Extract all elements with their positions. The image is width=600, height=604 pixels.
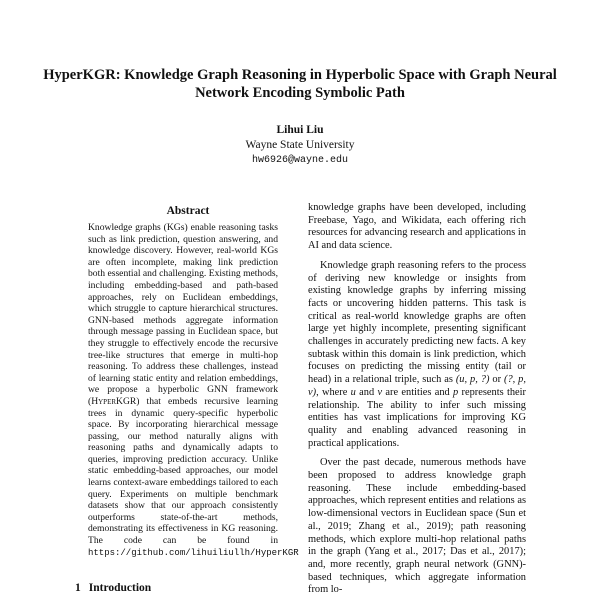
variable-u: u [350, 386, 356, 398]
paragraph-2 [308, 260, 526, 451]
paragraph-2-text-b: represents their relationship. The ability to infer such missing entities has vast implications for improving KG quality and enabling advanced reasoning in practical applications. [308, 386, 526, 449]
abstract-heading: Abstract [166, 205, 210, 217]
paragraph-1: knowledge graphs have been developed, including Freebase, Yago, and Wikidata, each offering rich resources for advancing research and applications in AI and data science. [308, 202, 526, 252]
paragraph-2-and: and [355, 386, 378, 398]
paragraph-2-entities: are entities and [382, 386, 454, 398]
paragraph-3: Over the past decade, numerous methods have been proposed to address knowledge graph reasoning. These include embedding-based approaches, which represent entities and relations as low-dimensional vectors in Euclidean space (Sun et al., 2019; Zhang et al., 2019); path reasoning methods, which explore multi-hop relational paths in the graph (Yang et al., 2017; Das et al., 2017); and, more recently, graph neural network (GNN)-based techniques, which aggregate information from lo- [308, 457, 526, 596]
paragraph-2-where: , where [316, 386, 351, 398]
triple-tail-query: (u, p, ?) [455, 374, 490, 386]
abstract-text-2: ) that embeds recursive learning trees in dynamic query-specific hyperbolic space. By incorporating hierarchical message passing, our method naturally aligns with reasoning paths and dynamically adapts to queries, improving prediction accuracy. Unlike static embedding-based approaches, our model learns context-aware embeddings tailored to each query. Experiments on multiple benchmark datasets show that our approach consistently outperforms state-of-the-art methods, demonstrating its effectiveness in KG reasoning. The code can be found in [88, 395, 278, 547]
section-heading [75, 582, 151, 594]
author-email: hw6926@wayne.edu [251, 155, 348, 166]
triple-head-query: (?, p, v) [308, 374, 526, 398]
code-link[interactable]: https://github.com/lihuiliullh/HyperKGR [88, 547, 299, 558]
right-column [308, 202, 526, 604]
author-name: Lihui Liu [276, 124, 324, 136]
section-title: Introduction [88, 582, 152, 594]
paragraph-2-or: or [489, 374, 504, 386]
paragraph-2-text-a: Knowledge graph reasoning refers to the process of deriving new knowledge or insights from existing knowledge graphs by inferring missing facts or uncovering hidden patterns. This task is critical as real-world knowledge graphs are often large yet highly incomplete, presenting significant challenges in accurately predicting new facts. A key subtask within this domain is link prediction, which focuses on predicting the missing entity (tail or head) in a relational triple, such as [308, 259, 526, 386]
model-name: HyperKGR [91, 395, 137, 407]
abstract-body [88, 222, 299, 559]
author-block [0, 123, 600, 168]
paper-title: HyperKGR: Knowledge Graph Reasoning in Hyperbolic Space with Graph Neural Network Encoding Symbolic Path [43, 67, 557, 101]
variable-p: p [453, 386, 459, 398]
section-number: 1 [75, 582, 81, 594]
variable-v: v [377, 386, 383, 398]
abstract-text-1: Knowledge graphs (KGs) enable reasoning tasks such as link prediction, question answering, and knowledge discovery. However, real-world KGs are often incomplete, making link prediction both essential and challenging. Existing methods, including embedding-based and path-based approaches, rely on Euclidean embeddings, which struggle to capture hierarchical structures. GNN-based methods aggregate information through message passing in Euclidean space, but they struggle to effectively encode the recursive tree-like structures that emerge in multi-hop reasoning. To address these challenges, instead of learning static entity and relation embeddings, we propose a hyperbolic GNN framework ( [88, 222, 278, 407]
author-affiliation: Wayne State University [245, 139, 355, 151]
